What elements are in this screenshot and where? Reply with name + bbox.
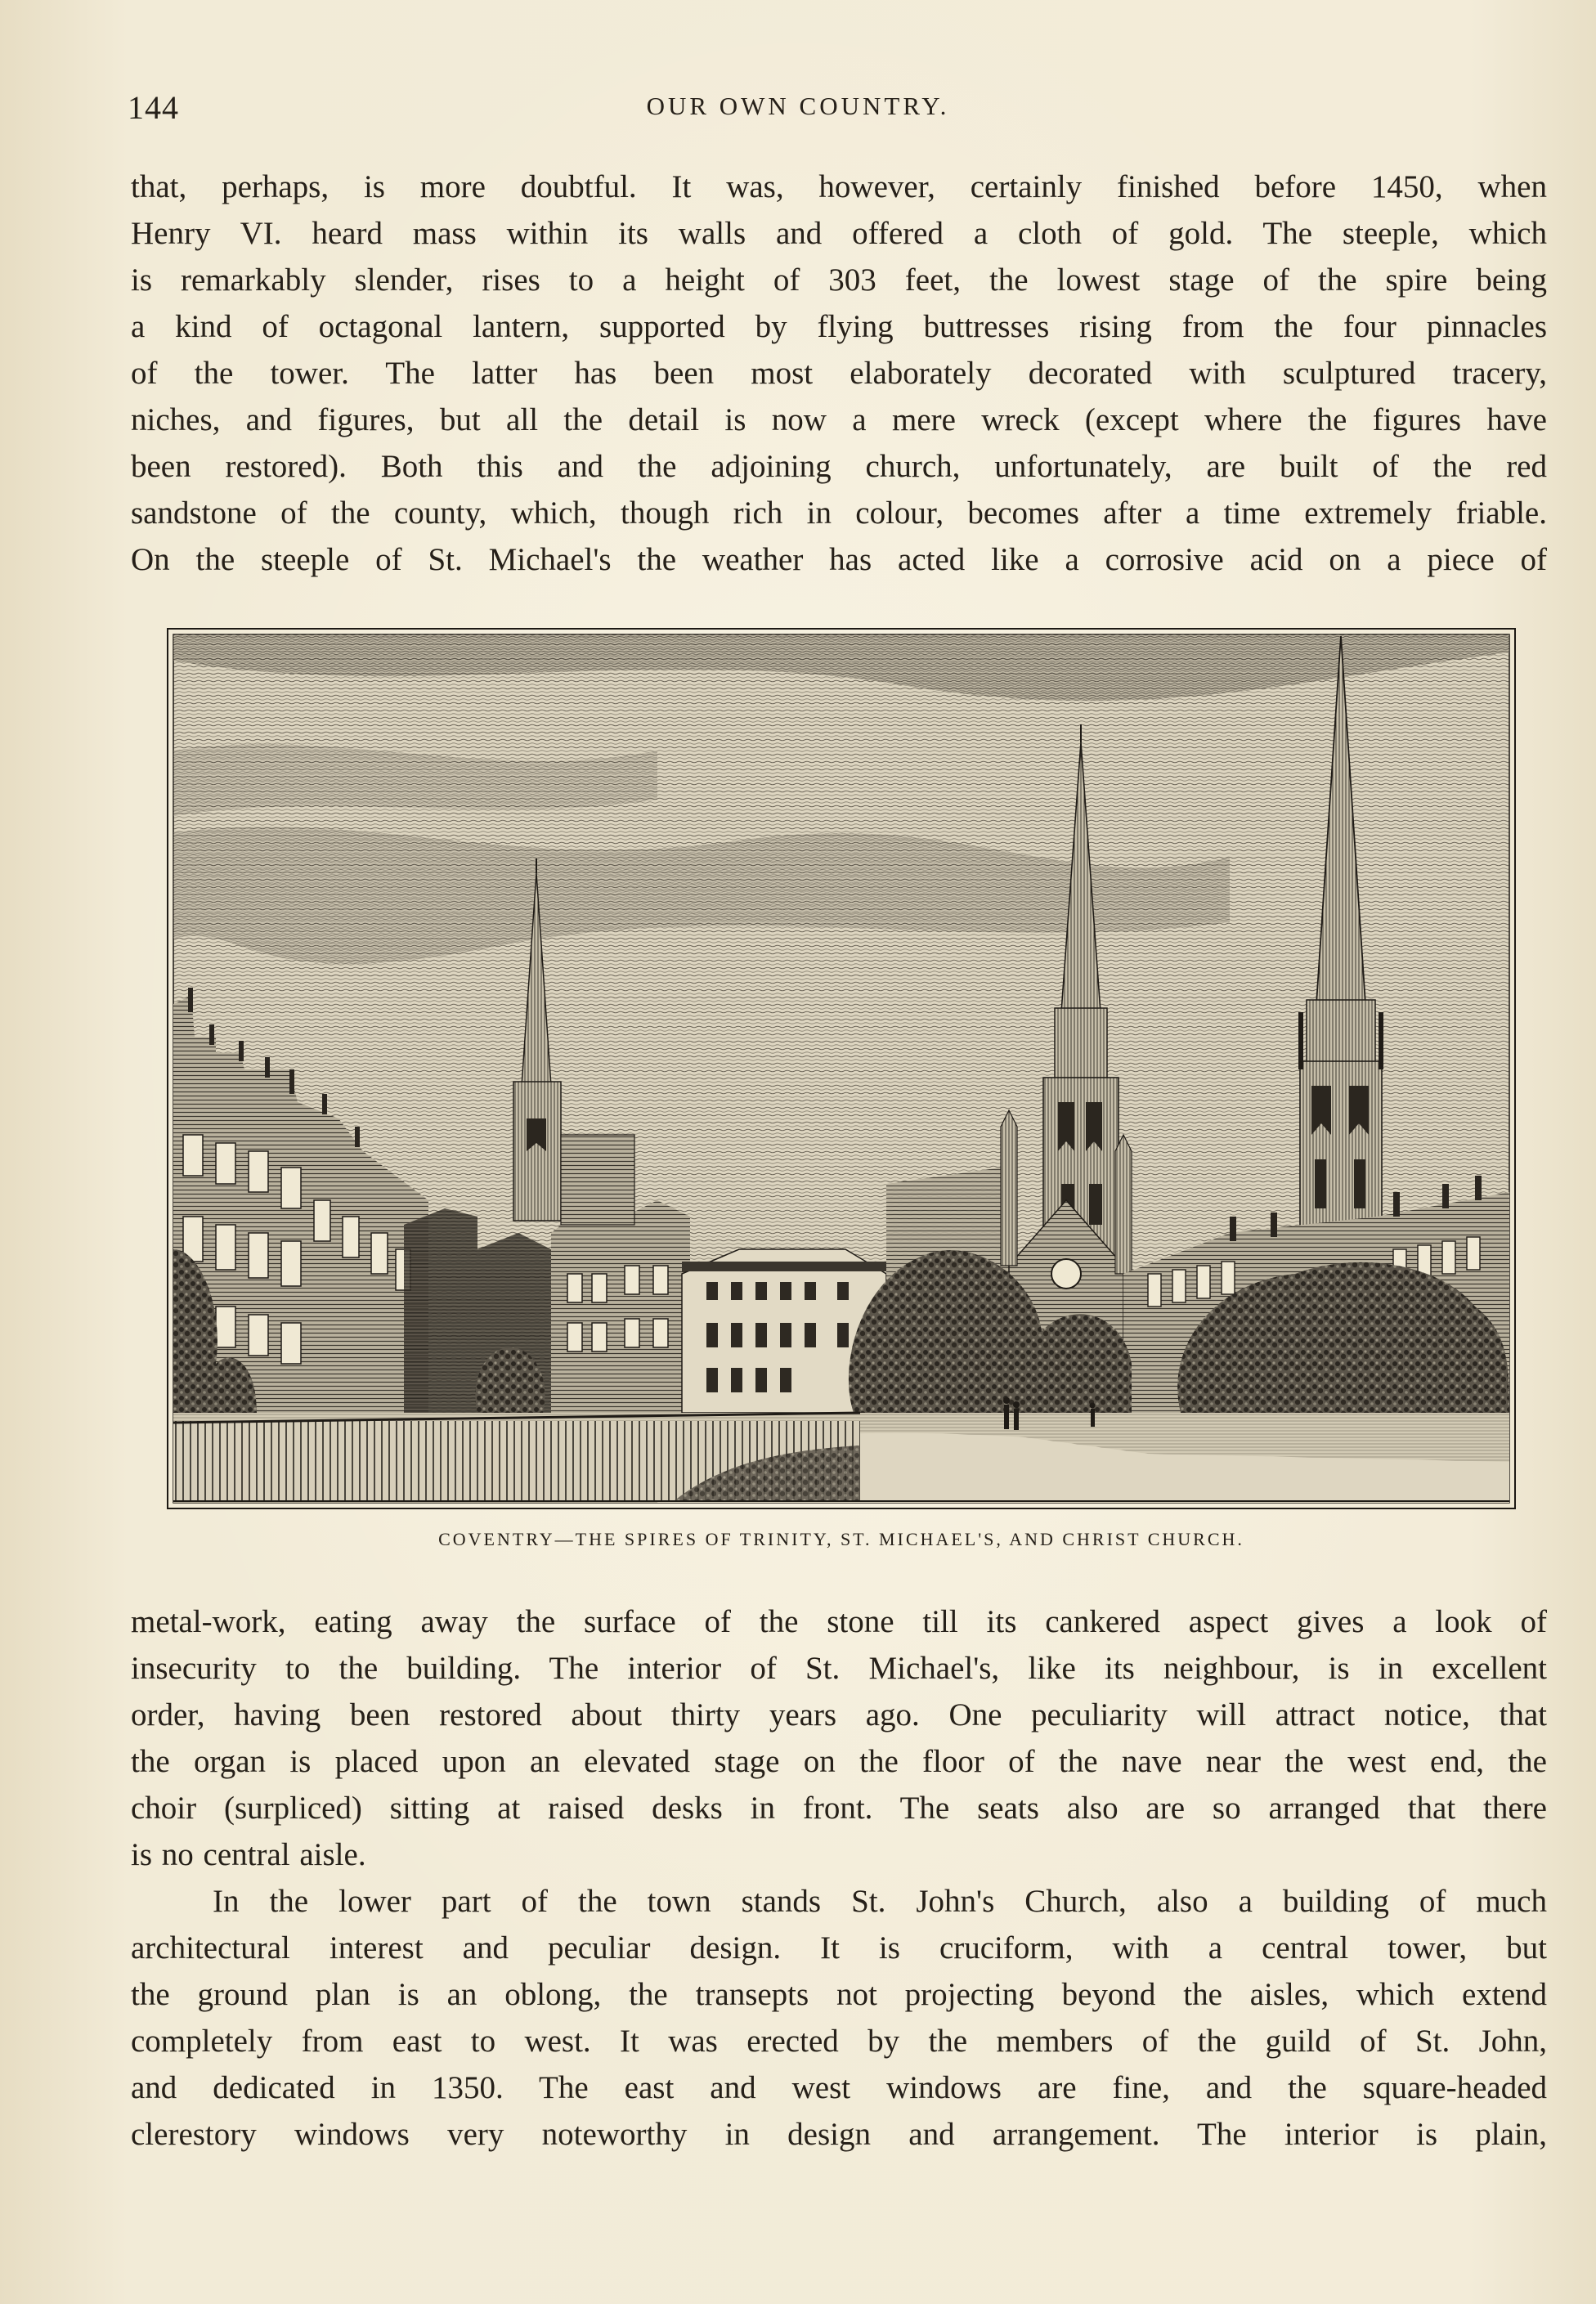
text-line: completely from east to west. It was erected by the members of the guild of St. John, [131,2024,1547,2059]
text-line: choir (surpliced) sitting at raised desks in front. The seats also are so arranged that there [131,1791,1547,1826]
engraving-illustration [167,628,1516,1509]
page-number: 144 [128,89,179,126]
text-line: clerestory windows very noteworthy in design and arrangement. The interior is plain, [131,2117,1547,2152]
text-line: of the tower. The latter has been most elaborately decorated with sculptured tracery, [131,356,1547,391]
running-title: OUR OWN COUNTRY. [646,92,950,120]
text-line: is remarkably slender, rises to a height of 303 feet, the lowest stage of the spire being [131,262,1547,298]
running-head [128,88,1468,129]
text-line: On the steeple of St. Michael's the weather has acted like a corrosive acid on a piece of [131,542,1547,577]
text-line: Henry VI. heard mass within its walls and offered a cloth of gold. The steeple, which [131,216,1547,251]
text-line: order, having been restored about thirty years ago. One peculiarity will attract notice, that [131,1697,1547,1732]
text-line: a kind of octagonal lantern, supported by flying buttresses rising from the four pinnacles [131,309,1547,344]
text-line: and dedicated in 1350. The east and west windows are fine, and the square-headed [131,2070,1547,2105]
text-line: sandstone of the county, which, though rich in colour, becomes after a time extremely friable. [131,495,1547,531]
text-line: architectural interest and peculiar design. It is cruciform, with a central tower, but [131,1930,1547,1966]
text-line: niches, and figures, but all the detail is now a mere wreck (except where the figures have [131,402,1547,437]
figure-caption: COVENTRY—THE SPIRES OF TRINITY, ST. MICHAEL'S, AND CHRIST CHURCH. [438,1529,1244,1549]
paragraph [131,1878,1547,2158]
text-line: been restored). Both this and the adjoining church, unfortunately, are built of the red [131,449,1547,484]
text-line: the organ is placed upon an elevated stage on the floor of the nave near the west end, the [131,1744,1547,1779]
text-line: metal-work, eating away the surface of the stone till its cankered aspect gives a look of [131,1604,1547,1639]
paragraph [131,1598,1547,1878]
text-line: that, perhaps, is more doubtful. It was, however, certainly finished before 1450, when [131,169,1547,204]
paragraph-top [131,164,1547,583]
text-line: the ground plan is an oblong, the transepts not projecting beyond the aisles, which extend [131,1977,1547,2012]
text-line: insecurity to the building. The interior of St. Michael's, like its neighbour, is in excellent [131,1651,1547,1686]
text-line: is no central aisle. [131,1837,366,1872]
body-text-bottom [131,1598,1547,2158]
engraving-coventry-spires [167,628,1516,1509]
text-line: In the lower part of the town stands St. John's Church, also a building of much [213,1884,1547,1919]
